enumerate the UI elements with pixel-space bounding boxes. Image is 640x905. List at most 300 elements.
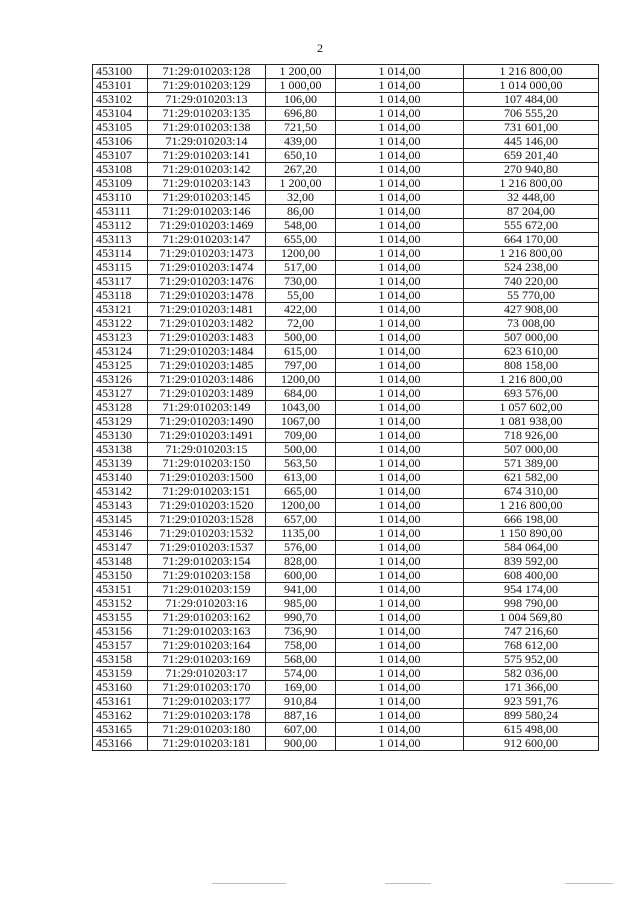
cell-id: 453123	[93, 331, 148, 345]
cell-cadastral-number: 71:29:010203:1483	[148, 331, 266, 345]
cell-id: 453130	[93, 429, 148, 443]
cell-area: 941,00	[266, 583, 336, 597]
cell-rate: 1 014,00	[336, 555, 464, 569]
cell-area: 985,00	[266, 597, 336, 611]
cell-cadastral-number: 71:29:010203:158	[148, 569, 266, 583]
cell-cadastral-number: 71:29:010203:178	[148, 709, 266, 723]
cell-area: 600,00	[266, 569, 336, 583]
cell-rate: 1 014,00	[336, 527, 464, 541]
cell-area: 267,20	[266, 163, 336, 177]
cell-area: 684,00	[266, 387, 336, 401]
table-row	[93, 555, 599, 569]
cell-cadastral-number: 71:29:010203:1490	[148, 415, 266, 429]
table-row	[93, 65, 599, 79]
table-row	[93, 345, 599, 359]
cell-total: 1 216 800,00	[464, 373, 599, 387]
cell-cadastral-number: 71:29:010203:1528	[148, 513, 266, 527]
cell-cadastral-number: 71:29:010203:1520	[148, 499, 266, 513]
cell-id: 453142	[93, 485, 148, 499]
cell-total: 1 081 938,00	[464, 415, 599, 429]
cell-total: 923 591,76	[464, 695, 599, 709]
cell-cadastral-number: 71:29:010203:138	[148, 121, 266, 135]
cell-cadastral-number: 71:29:010203:163	[148, 625, 266, 639]
table-row	[93, 93, 599, 107]
cell-id: 453117	[93, 275, 148, 289]
cell-area: 1 000,00	[266, 79, 336, 93]
cell-id: 453158	[93, 653, 148, 667]
cell-rate: 1 014,00	[336, 541, 464, 555]
cell-id: 453148	[93, 555, 148, 569]
cell-cadastral-number: 71:29:010203:180	[148, 723, 266, 737]
cell-area: 615,00	[266, 345, 336, 359]
table-row	[93, 135, 599, 149]
cell-id: 453162	[93, 709, 148, 723]
cell-id: 453115	[93, 261, 148, 275]
cell-rate: 1 014,00	[336, 205, 464, 219]
cell-area: 72,00	[266, 317, 336, 331]
cell-total: 1 216 800,00	[464, 177, 599, 191]
table-row	[93, 303, 599, 317]
table-row	[93, 233, 599, 247]
cell-rate: 1 014,00	[336, 415, 464, 429]
cell-id: 453106	[93, 135, 148, 149]
table-row	[93, 359, 599, 373]
cell-id: 453100	[93, 65, 148, 79]
table-row	[93, 709, 599, 723]
table-row	[93, 569, 599, 583]
cell-cadastral-number: 71:29:010203:14	[148, 135, 266, 149]
cell-area: 1067,00	[266, 415, 336, 429]
cell-area: 696,80	[266, 107, 336, 121]
table-row	[93, 639, 599, 653]
cell-rate: 1 014,00	[336, 345, 464, 359]
cell-cadastral-number: 71:29:010203:159	[148, 583, 266, 597]
table-row	[93, 541, 599, 555]
cell-rate: 1 014,00	[336, 513, 464, 527]
cell-id: 453143	[93, 499, 148, 513]
table-row	[93, 191, 599, 205]
cell-rate: 1 014,00	[336, 359, 464, 373]
cell-total: 664 170,00	[464, 233, 599, 247]
cell-area: 574,00	[266, 667, 336, 681]
cell-total: 171 366,00	[464, 681, 599, 695]
cell-id: 453157	[93, 639, 148, 653]
cell-total: 270 940,80	[464, 163, 599, 177]
cell-rate: 1 014,00	[336, 471, 464, 485]
cell-area: 607,00	[266, 723, 336, 737]
cell-total: 445 146,00	[464, 135, 599, 149]
cell-area: 1135,00	[266, 527, 336, 541]
cell-rate: 1 014,00	[336, 275, 464, 289]
scan-artifact	[565, 883, 613, 884]
cell-cadastral-number: 71:29:010203:1482	[148, 317, 266, 331]
cell-area: 655,00	[266, 233, 336, 247]
cell-rate: 1 014,00	[336, 611, 464, 625]
cell-total: 555 672,00	[464, 219, 599, 233]
cell-total: 582 036,00	[464, 667, 599, 681]
cell-rate: 1 014,00	[336, 387, 464, 401]
cell-rate: 1 014,00	[336, 429, 464, 443]
table-row	[93, 653, 599, 667]
cell-cadastral-number: 71:29:010203:143	[148, 177, 266, 191]
table-row	[93, 443, 599, 457]
cell-total: 73 008,00	[464, 317, 599, 331]
cell-id: 453128	[93, 401, 148, 415]
cell-cadastral-number: 71:29:010203:177	[148, 695, 266, 709]
cell-id: 453118	[93, 289, 148, 303]
cell-cadastral-number: 71:29:010203:1478	[148, 289, 266, 303]
cell-area: 32,00	[266, 191, 336, 205]
cell-cadastral-number: 71:29:010203:1486	[148, 373, 266, 387]
cell-rate: 1 014,00	[336, 121, 464, 135]
table-row	[93, 597, 599, 611]
table-row	[93, 667, 599, 681]
land-plot-table	[92, 64, 599, 751]
cell-id: 453139	[93, 457, 148, 471]
cell-area: 1 200,00	[266, 65, 336, 79]
cell-total: 55 770,00	[464, 289, 599, 303]
table-row	[93, 499, 599, 513]
table-row	[93, 611, 599, 625]
table-row	[93, 247, 599, 261]
cell-area: 758,00	[266, 639, 336, 653]
cell-area: 990,70	[266, 611, 336, 625]
cell-area: 1200,00	[266, 373, 336, 387]
cell-id: 453155	[93, 611, 148, 625]
table-row	[93, 149, 599, 163]
cell-total: 524 238,00	[464, 261, 599, 275]
cell-area: 169,00	[266, 681, 336, 695]
cell-rate: 1 014,00	[336, 289, 464, 303]
cell-id: 453146	[93, 527, 148, 541]
cell-cadastral-number: 71:29:010203:1476	[148, 275, 266, 289]
cell-area: 900,00	[266, 737, 336, 751]
cell-id: 453161	[93, 695, 148, 709]
cell-id: 453104	[93, 107, 148, 121]
cell-rate: 1 014,00	[336, 653, 464, 667]
cell-id: 453165	[93, 723, 148, 737]
cell-total: 954 174,00	[464, 583, 599, 597]
cell-area: 736,90	[266, 625, 336, 639]
cell-total: 718 926,00	[464, 429, 599, 443]
cell-cadastral-number: 71:29:010203:128	[148, 65, 266, 79]
cell-cadastral-number: 71:29:010203:16	[148, 597, 266, 611]
cell-total: 1 057 602,00	[464, 401, 599, 415]
cell-cadastral-number: 71:29:010203:170	[148, 681, 266, 695]
scan-artifact	[212, 883, 286, 884]
cell-id: 453114	[93, 247, 148, 261]
table-row	[93, 401, 599, 415]
table-row	[93, 583, 599, 597]
cell-area: 1200,00	[266, 499, 336, 513]
cell-area: 106,00	[266, 93, 336, 107]
cell-area: 517,00	[266, 261, 336, 275]
cell-area: 1043,00	[266, 401, 336, 415]
cell-area: 665,00	[266, 485, 336, 499]
cell-rate: 1 014,00	[336, 107, 464, 121]
cell-cadastral-number: 71:29:010203:1491	[148, 429, 266, 443]
cell-cadastral-number: 71:29:010203:135	[148, 107, 266, 121]
table-row	[93, 261, 599, 275]
cell-total: 839 592,00	[464, 555, 599, 569]
cell-id: 453113	[93, 233, 148, 247]
cell-area: 1 200,00	[266, 177, 336, 191]
cell-id: 453129	[93, 415, 148, 429]
cell-rate: 1 014,00	[336, 373, 464, 387]
cell-cadastral-number: 71:29:010203:1484	[148, 345, 266, 359]
cell-total: 731 601,00	[464, 121, 599, 135]
cell-rate: 1 014,00	[336, 569, 464, 583]
cell-total: 1 216 800,00	[464, 65, 599, 79]
cell-rate: 1 014,00	[336, 303, 464, 317]
cell-total: 706 555,20	[464, 107, 599, 121]
table-row	[93, 373, 599, 387]
cell-total: 584 064,00	[464, 541, 599, 555]
cell-area: 55,00	[266, 289, 336, 303]
table-row	[93, 317, 599, 331]
cell-rate: 1 014,00	[336, 597, 464, 611]
table-row	[93, 471, 599, 485]
cell-cadastral-number: 71:29:010203:162	[148, 611, 266, 625]
cell-rate: 1 014,00	[336, 65, 464, 79]
cell-rate: 1 014,00	[336, 639, 464, 653]
table-row	[93, 289, 599, 303]
cell-total: 32 448,00	[464, 191, 599, 205]
table-row	[93, 695, 599, 709]
cell-total: 107 484,00	[464, 93, 599, 107]
cell-total: 623 610,00	[464, 345, 599, 359]
cell-area: 797,00	[266, 359, 336, 373]
table-row	[93, 737, 599, 751]
cell-cadastral-number: 71:29:010203:149	[148, 401, 266, 415]
cell-area: 828,00	[266, 555, 336, 569]
cell-cadastral-number: 71:29:010203:150	[148, 457, 266, 471]
cell-total: 507 000,00	[464, 443, 599, 457]
cell-rate: 1 014,00	[336, 163, 464, 177]
cell-id: 453109	[93, 177, 148, 191]
cell-cadastral-number: 71:29:010203:13	[148, 93, 266, 107]
cell-rate: 1 014,00	[336, 443, 464, 457]
cell-rate: 1 014,00	[336, 667, 464, 681]
cell-rate: 1 014,00	[336, 723, 464, 737]
table-row	[93, 275, 599, 289]
cell-area: 709,00	[266, 429, 336, 443]
cell-total: 575 952,00	[464, 653, 599, 667]
cell-rate: 1 014,00	[336, 499, 464, 513]
table-row	[93, 205, 599, 219]
cell-area: 563,50	[266, 457, 336, 471]
cell-total: 659 201,40	[464, 149, 599, 163]
cell-cadastral-number: 71:29:010203:164	[148, 639, 266, 653]
cell-id: 453111	[93, 205, 148, 219]
table-body	[93, 65, 599, 751]
cell-cadastral-number: 71:29:010203:1537	[148, 541, 266, 555]
cell-total: 571 389,00	[464, 457, 599, 471]
cell-cadastral-number: 71:29:010203:181	[148, 737, 266, 751]
cell-area: 613,00	[266, 471, 336, 485]
cell-rate: 1 014,00	[336, 93, 464, 107]
cell-cadastral-number: 71:29:010203:142	[148, 163, 266, 177]
cell-id: 453156	[93, 625, 148, 639]
scan-artifact	[385, 883, 431, 884]
cell-cadastral-number: 71:29:010203:1474	[148, 261, 266, 275]
table-row	[93, 219, 599, 233]
cell-cadastral-number: 71:29:010203:154	[148, 555, 266, 569]
table-row	[93, 163, 599, 177]
cell-rate: 1 014,00	[336, 149, 464, 163]
cell-cadastral-number: 71:29:010203:15	[148, 443, 266, 457]
cell-cadastral-number: 71:29:010203:145	[148, 191, 266, 205]
cell-area: 439,00	[266, 135, 336, 149]
cell-total: 615 498,00	[464, 723, 599, 737]
table-row	[93, 527, 599, 541]
cell-rate: 1 014,00	[336, 247, 464, 261]
cell-area: 910,84	[266, 695, 336, 709]
cell-total: 899 580,24	[464, 709, 599, 723]
cell-total: 1 150 890,00	[464, 527, 599, 541]
table-row	[93, 415, 599, 429]
cell-id: 453140	[93, 471, 148, 485]
cell-rate: 1 014,00	[336, 737, 464, 751]
cell-total: 608 400,00	[464, 569, 599, 583]
cell-rate: 1 014,00	[336, 709, 464, 723]
table-row	[93, 513, 599, 527]
cell-area: 721,50	[266, 121, 336, 135]
cell-id: 453160	[93, 681, 148, 695]
cell-cadastral-number: 71:29:010203:1469	[148, 219, 266, 233]
cell-total: 740 220,00	[464, 275, 599, 289]
table-row	[93, 331, 599, 345]
cell-area: 568,00	[266, 653, 336, 667]
cell-area: 650,10	[266, 149, 336, 163]
cell-rate: 1 014,00	[336, 681, 464, 695]
table-row	[93, 681, 599, 695]
cell-rate: 1 014,00	[336, 695, 464, 709]
cell-total: 621 582,00	[464, 471, 599, 485]
cell-rate: 1 014,00	[336, 331, 464, 345]
cell-id: 453151	[93, 583, 148, 597]
cell-area: 657,00	[266, 513, 336, 527]
cell-cadastral-number: 71:29:010203:141	[148, 149, 266, 163]
cell-id: 453110	[93, 191, 148, 205]
table-row	[93, 387, 599, 401]
cell-id: 453124	[93, 345, 148, 359]
page-number: 2	[317, 41, 323, 55]
cell-id: 453126	[93, 373, 148, 387]
cell-area: 422,00	[266, 303, 336, 317]
cell-rate: 1 014,00	[336, 177, 464, 191]
cell-total: 674 310,00	[464, 485, 599, 499]
table-row	[93, 485, 599, 499]
cell-rate: 1 014,00	[336, 625, 464, 639]
cell-total: 693 576,00	[464, 387, 599, 401]
cell-total: 912 600,00	[464, 737, 599, 751]
cell-rate: 1 014,00	[336, 191, 464, 205]
cell-id: 453159	[93, 667, 148, 681]
cell-total: 427 908,00	[464, 303, 599, 317]
cell-id: 453122	[93, 317, 148, 331]
cell-rate: 1 014,00	[336, 79, 464, 93]
cell-area: 730,00	[266, 275, 336, 289]
cell-id: 453112	[93, 219, 148, 233]
cell-cadastral-number: 71:29:010203:169	[148, 653, 266, 667]
cell-cadastral-number: 71:29:010203:1481	[148, 303, 266, 317]
cell-total: 747 216,60	[464, 625, 599, 639]
cell-area: 500,00	[266, 443, 336, 457]
cell-total: 87 204,00	[464, 205, 599, 219]
cell-area: 500,00	[266, 331, 336, 345]
cell-id: 453125	[93, 359, 148, 373]
cell-cadastral-number: 71:29:010203:1485	[148, 359, 266, 373]
cell-cadastral-number: 71:29:010203:1473	[148, 247, 266, 261]
table-row	[93, 429, 599, 443]
cell-id: 453101	[93, 79, 148, 93]
cell-rate: 1 014,00	[336, 261, 464, 275]
table-row	[93, 177, 599, 191]
cell-area: 86,00	[266, 205, 336, 219]
cell-total: 808 158,00	[464, 359, 599, 373]
cell-total: 1 216 800,00	[464, 247, 599, 261]
cell-id: 453145	[93, 513, 148, 527]
cell-rate: 1 014,00	[336, 583, 464, 597]
cell-id: 453127	[93, 387, 148, 401]
cell-total: 1 216 800,00	[464, 499, 599, 513]
cell-area: 887,16	[266, 709, 336, 723]
cell-id: 453121	[93, 303, 148, 317]
cell-total: 507 000,00	[464, 331, 599, 345]
cell-rate: 1 014,00	[336, 457, 464, 471]
cell-area: 576,00	[266, 541, 336, 555]
table-row	[93, 121, 599, 135]
cell-id: 453152	[93, 597, 148, 611]
table-row	[93, 625, 599, 639]
cell-total: 998 790,00	[464, 597, 599, 611]
cell-rate: 1 014,00	[336, 485, 464, 499]
cell-area: 548,00	[266, 219, 336, 233]
cell-cadastral-number: 71:29:010203:129	[148, 79, 266, 93]
cell-area: 1200,00	[266, 247, 336, 261]
cell-id: 453166	[93, 737, 148, 751]
cell-rate: 1 014,00	[336, 317, 464, 331]
cell-id: 453107	[93, 149, 148, 163]
cell-cadastral-number: 71:29:010203:151	[148, 485, 266, 499]
cell-cadastral-number: 71:29:010203:1500	[148, 471, 266, 485]
cell-id: 453150	[93, 569, 148, 583]
cell-id: 453102	[93, 93, 148, 107]
table-row	[93, 107, 599, 121]
cell-cadastral-number: 71:29:010203:146	[148, 205, 266, 219]
table-row	[93, 457, 599, 471]
cell-id: 453105	[93, 121, 148, 135]
table-row	[93, 79, 599, 93]
cell-total: 666 198,00	[464, 513, 599, 527]
cell-total: 768 612,00	[464, 639, 599, 653]
cell-rate: 1 014,00	[336, 233, 464, 247]
cell-id: 453147	[93, 541, 148, 555]
cell-total: 1 004 569,80	[464, 611, 599, 625]
cell-rate: 1 014,00	[336, 401, 464, 415]
cell-id: 453138	[93, 443, 148, 457]
cell-cadastral-number: 71:29:010203:1489	[148, 387, 266, 401]
cell-rate: 1 014,00	[336, 135, 464, 149]
cell-id: 453108	[93, 163, 148, 177]
cell-cadastral-number: 71:29:010203:17	[148, 667, 266, 681]
cell-rate: 1 014,00	[336, 219, 464, 233]
cell-cadastral-number: 71:29:010203:1532	[148, 527, 266, 541]
cell-cadastral-number: 71:29:010203:147	[148, 233, 266, 247]
table-row	[93, 723, 599, 737]
cell-total: 1 014 000,00	[464, 79, 599, 93]
